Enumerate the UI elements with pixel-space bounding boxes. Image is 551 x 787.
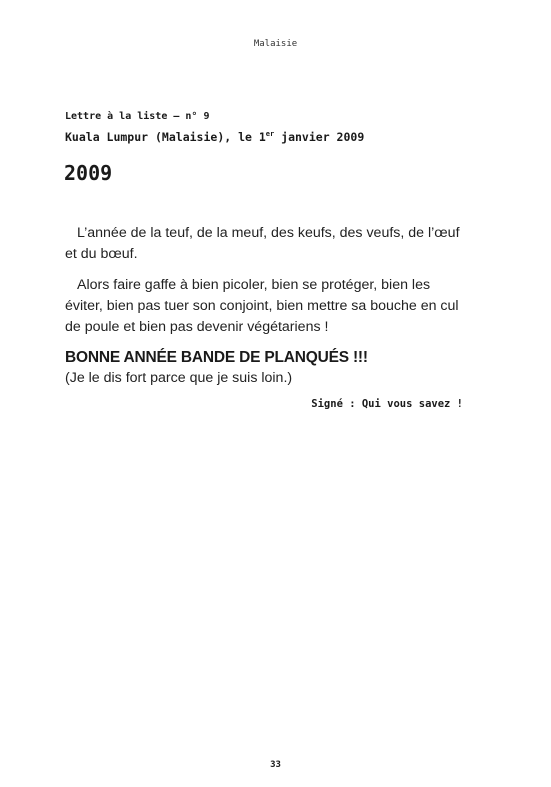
letter-label: Lettre à la liste – n° 9 — [65, 111, 210, 122]
aside-note: (Je le dis fort parce que je suis loin.) — [65, 370, 293, 386]
running-head: Malaisie — [253, 39, 298, 49]
paragraph-2: Alors faire gaffe à bien picoler, bien se protéger, bien les éviter, bien pas tuer son conjoint, bien mettre sa bouche en cul de poule et bien pas devenir végétariens ! — [65, 277, 459, 335]
dateline-date: janvier 2009 — [274, 130, 365, 144]
dateline-ordinal: er — [265, 130, 275, 138]
year-heading: 2009 — [64, 161, 113, 185]
signature: Signé : Qui vous savez ! — [311, 398, 463, 410]
shout-heading: BONNE ANNÉE BANDE DE PLANQUÉS !!! — [65, 349, 368, 366]
dateline-main: Kuala Lumpur (Malaisie), le 1 — [65, 130, 266, 144]
paragraph-1: L’année de la teuf, de la meuf, des keufs, des veufs, de l’œuf et du bœuf. — [65, 225, 460, 262]
page-number: 33 — [270, 760, 281, 770]
dateline — [65, 130, 364, 144]
